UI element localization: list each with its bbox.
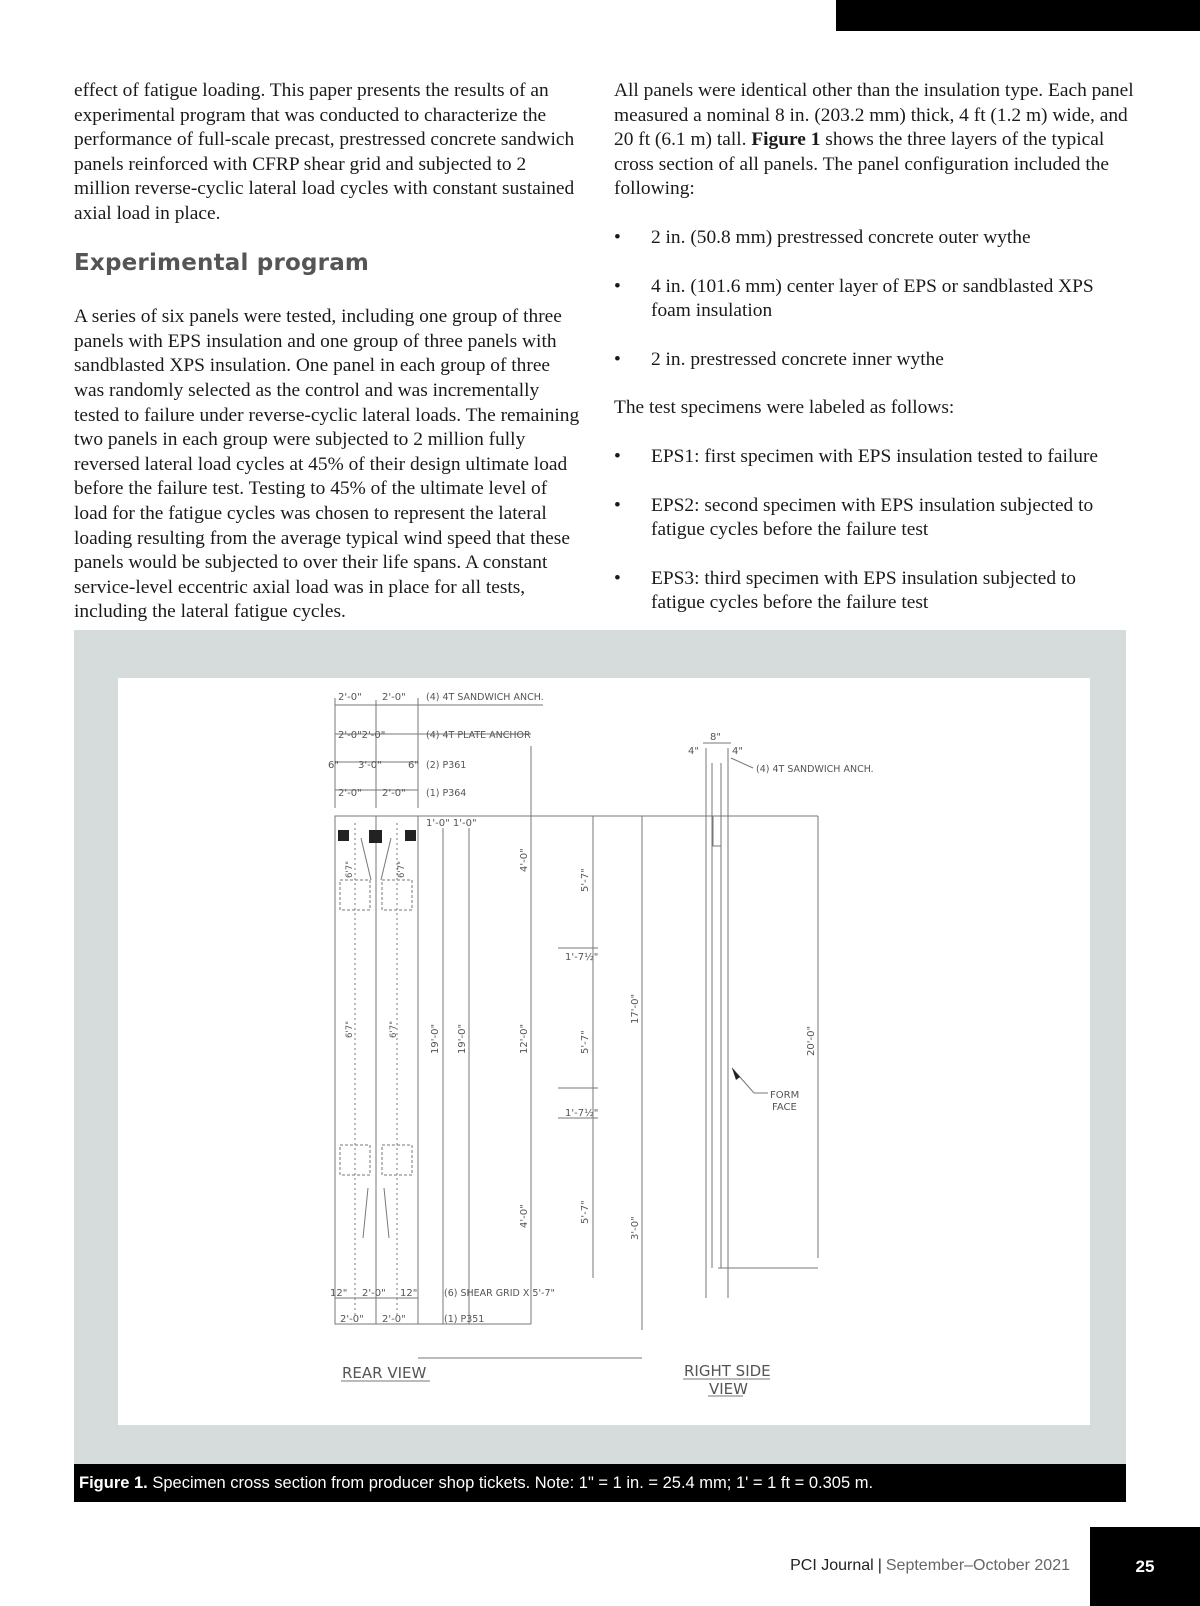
list-item: • 2 in. (50.8 mm) prestressed concrete outer wythe	[614, 226, 1134, 251]
note-text: (1) P364	[426, 788, 467, 799]
specimen-list	[614, 445, 1134, 616]
view-label: VIEW	[709, 1380, 748, 1398]
list-item: • 2 in. prestressed concrete inner wythe	[614, 348, 1134, 373]
dim-text: 2'-0"	[382, 1314, 406, 1325]
dim-text: 12"	[400, 1288, 418, 1299]
note-text: (1) P351	[444, 1314, 485, 1325]
dim-text: 4'-0"	[519, 848, 530, 872]
dim-text: 20'-0"	[806, 1025, 817, 1056]
dim-text: 1'-7½"	[565, 1108, 599, 1119]
dim-text: 3'-0"	[358, 760, 382, 771]
dim-text: 12"	[330, 1288, 348, 1299]
dim-text: 3'-0"	[630, 1216, 641, 1240]
dim-text: 5'-7"	[580, 868, 591, 892]
note-text: (2) P361	[426, 760, 467, 771]
view-label: REAR VIEW	[342, 1364, 427, 1382]
figure-frame	[74, 630, 1126, 1464]
issue-date: September–October 2021	[885, 1557, 1070, 1574]
note-text: FACE	[772, 1102, 797, 1113]
list-item: • EPS1: first specimen with EPS insulation tested to failure	[614, 445, 1134, 470]
right-column	[614, 79, 1134, 640]
note-text: (4) 4T PLATE ANCHOR	[426, 730, 531, 741]
note-text: FORM	[770, 1090, 800, 1101]
left-column	[74, 79, 584, 625]
intro-paragraph: effect of fatigue loading. This paper presents the results of an experimental program that was conducted to characterize the performance of full-scale precast, prestressed concrete sandwich panels reinforced with CFRP shear grid and subjected to 2 million reverse-cyclic lateral load cycles with constant sustained axial load in place.	[74, 80, 575, 224]
dim-text: 4"	[732, 746, 743, 757]
section-heading: Experimental program	[74, 249, 370, 276]
figure-caption: Figure 1. Specimen cross section from producer shop tickets. Note: 1" = 1 in. = 25.4 mm; 1' = 1 ft = 0.305 m.	[74, 1464, 1126, 1502]
dim-text: 4"	[688, 746, 699, 757]
list-item: • EPS2: second specimen with EPS insulation subjected to fatigue cycles before the failure test	[614, 494, 1134, 543]
dim-text: 6'7"	[345, 860, 355, 878]
figure-reference: Figure 1	[751, 129, 821, 151]
dim-text: 8"	[710, 732, 721, 743]
journal-name: PCI Journal	[790, 1557, 874, 1574]
note-text: (4) 4T SANDWICH ANCH.	[756, 764, 874, 775]
dim-text: 12'-0"	[519, 1023, 530, 1054]
dim-text: 2'-0"2'-0"	[338, 730, 386, 741]
specimen-intro: The test specimens were labeled as follows:	[614, 397, 955, 419]
note-text: (4) 4T SANDWICH ANCH.	[426, 692, 544, 703]
note-text: (6) SHEAR GRID X 5'-7"	[444, 1288, 555, 1299]
dim-text: 6"	[328, 760, 339, 771]
list-item: • 4 in. (101.6 mm) center layer of EPS or sandblasted XPS foam insulation	[614, 275, 1134, 324]
dim-text: 2'-0"	[340, 1314, 364, 1325]
dim-text: 4'-0"	[519, 1204, 530, 1228]
dim-text: 6'7"	[389, 1020, 399, 1038]
dim-text: 5'-7"	[580, 1030, 591, 1054]
dim-text: 6'7"	[345, 1020, 355, 1038]
dim-text: 19'-0"	[430, 1023, 441, 1054]
dim-text: 1'-0" 1'-0"	[426, 818, 477, 829]
technical-drawing	[118, 678, 1090, 1425]
page-footer	[700, 1557, 1070, 1575]
panel-drawing-svg	[118, 678, 1090, 1425]
header-bar	[836, 0, 1200, 31]
dim-text: 2'-0"	[338, 788, 362, 799]
config-paragraph: All panels were identical other than the insulation type. Each panel measured a nominal 8 in. (203.2 mm) thick, 4 ft (1.2 m) wide, and 20 ft (6.1 m) tall. Figure 1 shows the three layers of the typical cross section of all panels. The panel configuration included the following:	[614, 80, 1134, 200]
dim-text: 1'-7½"	[565, 952, 599, 963]
body-paragraph: A series of six panels were tested, including one group of three panels with EPS insulation and one group of three panels with sandblasted XPS insulation. One panel in each group of three was randomly selected as the control and was incrementally tested to failure under reverse-cyclic lateral loads. The remaining two panels in each group were subjected to 2 million fully reversed lateral load cycles at 45% of their design ultimate load before the failure test. Testing to 45% of the ultimate level of load for the fatigue cycles was chosen to represent the lateral loading resulting from the average typical wind speed that these panels would be subjected to over their life spans. A constant service-level eccentric axial load was in place for all tests, including the lateral fatigue cycles.	[74, 306, 580, 623]
dim-text: 2'-0"	[362, 1288, 386, 1299]
dim-text: 2'-0"	[382, 692, 406, 703]
dim-text: 2'-0"	[382, 788, 406, 799]
layer-list	[614, 226, 1134, 372]
dim-text: 2'-0"	[338, 692, 362, 703]
dim-text: 6"	[408, 760, 419, 771]
dim-text: 19'-0"	[457, 1023, 468, 1054]
view-label: RIGHT SIDE	[684, 1362, 771, 1380]
dim-text: 5'-7"	[580, 1200, 591, 1224]
list-item: • EPS3: third specimen with EPS insulation subjected to fatigue cycles before the failure test	[614, 567, 1134, 616]
dim-text: 17'-0"	[630, 993, 641, 1024]
caption-label: Figure 1.	[79, 1474, 148, 1492]
page-number: 25	[1090, 1527, 1200, 1606]
dim-text: 6'7"	[397, 860, 407, 878]
footer-separator: |	[877, 1557, 882, 1574]
